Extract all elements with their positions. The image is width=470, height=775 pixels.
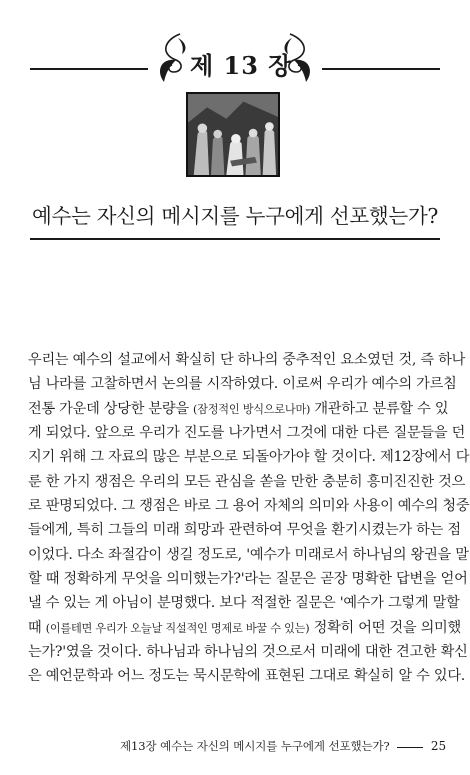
body-line: 룬 한 가지 쟁점은 우리의 모든 관심을 쏟을 만한 충분히 흥미진진한 것으 xyxy=(28,473,466,490)
body-line: 게 되었다. 앞으로 우리가 진도를 나가면서 그것에 대한 다른 질문들을 던 xyxy=(28,425,466,442)
footer-chapter-label: 제13장 xyxy=(120,739,157,753)
body-line: 지기 위해 그 자료의 많은 부분으로 되돌아가야 할 것이다. 제12장에서 다 xyxy=(28,449,470,466)
body-line: 들에게, 특히 그들의 미래 희망과 관련하여 무엇을 환기시켰는가 하는 점 xyxy=(28,522,461,539)
header-rule-left xyxy=(30,68,148,70)
body-text-segment: 개관하고 분류할 수 있 xyxy=(310,400,449,417)
body-line: 은 예언문학과 어느 정도는 묵시문학에 표현된 그대로 확실히 알 수 있다. xyxy=(28,668,466,685)
body-line xyxy=(28,397,449,421)
flourish-right-icon xyxy=(280,32,320,86)
body-text-segment: 전통 가운데 상당한 분량을 xyxy=(28,400,194,417)
body-parenthetical: (이를테면 우리가 오늘날 직설적인 명제로 바꿀 수 있는) xyxy=(45,621,310,635)
heading-rule xyxy=(30,238,440,240)
body-line: 낼 수 있는 게 아님이 분명했다. 보다 적절한 질문은 '예수가 그렇게 말할 xyxy=(28,595,460,612)
body-line: 우리는 예수의 설교에서 확실히 단 하나의 중추적인 요소였던 것, 즉 하나 xyxy=(28,352,466,368)
chapter-illustration xyxy=(186,92,280,177)
body-line: 는가?'였을 것이다. 하나님과 하나님의 것으로서 미래에 대한 견고한 확신 xyxy=(28,644,468,661)
body-text-segment: 때 xyxy=(28,619,46,636)
footer-rule xyxy=(397,747,423,748)
page-number: 25 xyxy=(430,739,447,753)
chapter-header xyxy=(0,24,470,94)
flourish-left-icon xyxy=(150,32,190,86)
body-line: 할 때 정확하게 무엇을 의미했는가?'라는 질문은 곧장 명확한 답변을 얻어 xyxy=(28,571,468,588)
chapter-question-heading: 예수는 자신의 메시지를 누구에게 선포했는가? xyxy=(31,204,439,228)
chapter-title: 제 13 장 xyxy=(190,51,293,80)
body-paragraph xyxy=(28,348,470,689)
body-text-segment: 정확히 어떤 것을 의미했 xyxy=(309,619,461,636)
body-line: 님 나라를 고찰하면서 논의를 시작하였다. 이로써 우리가 예수의 가르침 xyxy=(28,376,457,393)
running-footer xyxy=(120,738,447,758)
header-rule-right xyxy=(322,68,440,70)
body-line: 로 판명되었다. 그 쟁점은 바로 그 용어 자체의 의미와 사용이 예수의 청중 xyxy=(28,498,470,515)
body-line xyxy=(28,616,461,640)
body-parenthetical: (잠정적인 방식으로나마) xyxy=(193,402,311,416)
body-line: 이었다. 다소 좌절감이 생길 정도로, '예수가 미래로서 하나님의 왕권을 말 xyxy=(28,546,469,563)
footer-title: 예수는 자신의 메시지를 누구에게 선포했는가? xyxy=(160,739,390,753)
